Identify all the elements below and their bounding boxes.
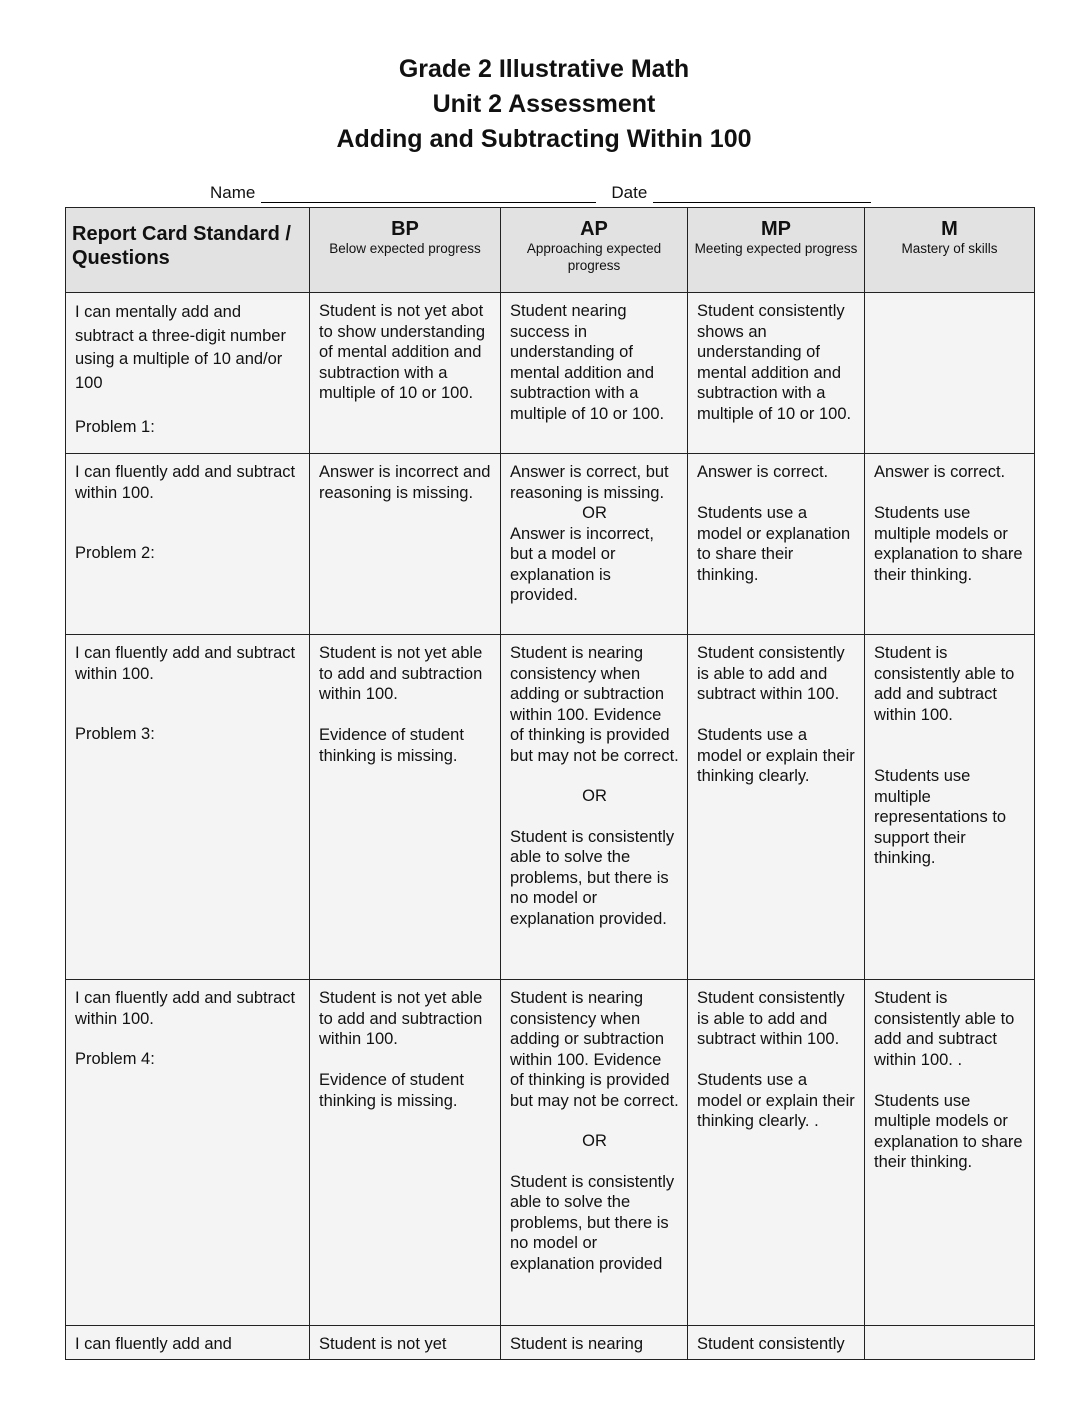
standard-cell: I can fluently add and: [66, 1326, 310, 1360]
standard-statement: I can fluently add and subtract within 100.: [75, 463, 296, 502]
name-label: Name: [210, 183, 256, 202]
level-code: MP: [761, 218, 791, 240]
problem-label: Problem 2:: [75, 544, 155, 562]
table-row: [66, 980, 1035, 1326]
standard-cell: [66, 293, 310, 454]
level-desc: Below expected progress: [329, 241, 481, 256]
level-header-ap: [501, 208, 688, 293]
table-row: [66, 1326, 1035, 1360]
table-row: [66, 635, 1035, 980]
m-cell: Answer is correct. Students use multiple models or explanation to share their thinking.: [865, 454, 1035, 635]
ap-cell: [501, 980, 688, 1326]
title-line-1: Grade 2 Illustrative Math: [398, 55, 690, 83]
title-line-3: Adding and Subtracting Within 100: [336, 125, 752, 153]
ap-cell: [501, 635, 688, 980]
m-cell: Student is consistently able to add and subtract within 100. Students use multiple representations to support their thinking.: [865, 635, 1035, 980]
m-cell: [865, 1326, 1035, 1360]
mp-cell: Answer is correct. Students use a model or explanation to share their thinking.: [688, 454, 865, 635]
bp-cell: Answer is incorrect and reasoning is missing.: [310, 454, 501, 635]
ap-option-a: Answer is correct, but reasoning is missing.: [510, 463, 669, 502]
standard-cell: [66, 980, 310, 1326]
standard-cell: [66, 454, 310, 635]
ap-option-b: Answer is incorrect, but a model or explanation is provided.: [510, 524, 654, 604]
bp-cell: Student is not yet abot to show understanding of mental addition and subtraction with a multiple of 10 or 100.: [310, 293, 501, 454]
title-line-2: Unit 2 Assessment: [432, 90, 656, 118]
standard-statement: I can mentally add and subtract a three-digit number using a multiple of 10 and/or 100: [75, 303, 286, 392]
or-separator: OR: [582, 787, 607, 805]
level-code: BP: [391, 218, 419, 240]
level-code: AP: [580, 218, 608, 240]
bp-cell: Student is not yet able to add and subtraction within 100. Evidence of student thinking is missing.: [310, 980, 501, 1326]
ap-option-b: Student is consistently able to solve the problems, but there is no model or explanation provided.: [510, 827, 675, 928]
header-row: [66, 208, 1035, 293]
date-label: Date: [611, 183, 648, 202]
bp-cell: Student is not yet: [310, 1326, 501, 1360]
level-desc: Approaching expected progress: [526, 241, 662, 273]
mp-cell: Student consistently is able to add and subtract within 100. Students use a model or explain their thinking clearly. .: [688, 980, 865, 1326]
bp-cell: Student is not yet able to add and subtraction within 100. Evidence of student thinking is missing.: [310, 635, 501, 980]
level-code: M: [941, 218, 958, 240]
table-row: [66, 293, 1035, 454]
level-header-m: [865, 208, 1035, 293]
problem-label: Problem 4:: [75, 1050, 155, 1068]
ap-option-a: Student is nearing consistency when adding or subtraction within 100. Evidence of thinking is provided but may not be correct.: [510, 644, 679, 765]
mp-cell: Student consistently: [688, 1326, 865, 1360]
standard-statement: I can fluently add and subtract within 100.: [75, 644, 296, 683]
ap-option-a: Student is nearing consistency when adding or subtraction within 100. Evidence of thinking is provided but may not be correct.: [510, 989, 679, 1110]
ap-option-b: Student is consistently able to solve the problems, but there is no model or explanation provided: [510, 1172, 675, 1273]
problem-label: Problem 1:: [75, 418, 155, 436]
date-blank[interactable]: [653, 184, 871, 203]
m-cell: [865, 293, 1035, 454]
ap-cell: Student is nearing: [501, 1326, 688, 1360]
standard-header: Report Card Standard / Questions: [66, 208, 310, 293]
name-blank[interactable]: [261, 184, 596, 203]
m-cell: Student is consistently able to add and subtract within 100. . Students use multiple models or explanation to share their thinking.: [865, 980, 1035, 1326]
ap-cell: Student nearing success in understanding of mental addition and subtraction with a multiple of 10 or 100.: [501, 293, 688, 454]
level-header-mp: [688, 208, 865, 293]
or-separator: OR: [582, 504, 607, 522]
mp-cell: Student consistently shows an understanding of mental addition and subtraction with a multiple of 10 or 100.: [688, 293, 865, 454]
table-row: [66, 454, 1035, 635]
standard-statement: I can fluently add and subtract within 100.: [75, 989, 296, 1028]
or-separator: OR: [582, 1132, 607, 1150]
document-title: [0, 52, 1088, 157]
rubric-table: [65, 207, 1035, 1360]
name-date-line: [210, 183, 871, 203]
level-desc: Mastery of skills: [901, 241, 998, 256]
level-desc: Meeting expected progress: [694, 241, 858, 256]
ap-cell: [501, 454, 688, 635]
standard-cell: [66, 635, 310, 980]
problem-label: Problem 3:: [75, 725, 155, 743]
level-header-bp: [310, 208, 501, 293]
mp-cell: Student consistently is able to add and subtract within 100. Students use a model or explain their thinking clearly.: [688, 635, 865, 980]
